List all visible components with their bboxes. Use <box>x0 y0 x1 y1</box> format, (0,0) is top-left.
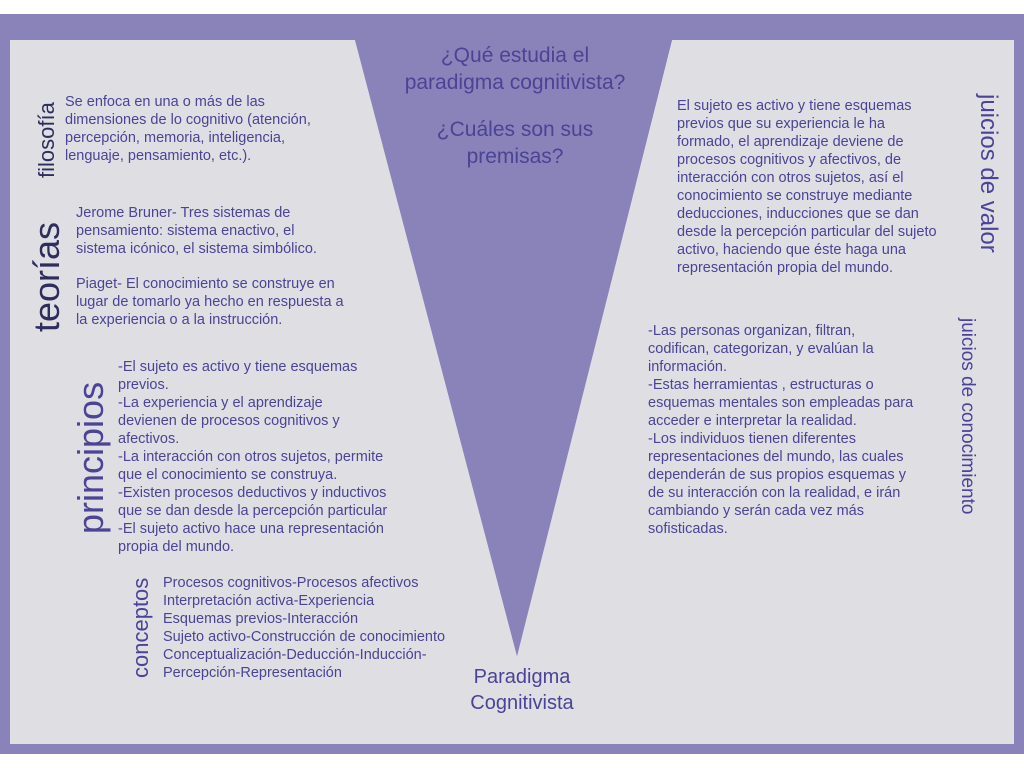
question-line-2: paradigma cognitivista? <box>404 71 626 94</box>
teoria-bruner: Jerome Bruner- Tres sistemas de pensamiento: sistema enactivo, el sistema icónico, el sistema simbólico. <box>76 205 317 257</box>
question-title <box>360 42 670 170</box>
filosofia-text: Se enfoca en una o más de las dimensiones de lo cognitivo (atención, percepción, memoria, inteligencia, lenguaje, pensamiento, etc.). <box>65 94 311 164</box>
juicios-valor-text: El sujeto es activo y tiene esquemas previos que su experiencia le ha formado, el aprendizaje deviene de procesos cognitivos y afectivos, de interacción con otros sujetos, así el conocimiento se construye mediante deducciones, inducciones que se dan desde la percepción particular del sujeto activo, haciendo que éste haga una representación propia del mundo. <box>677 98 937 276</box>
juicios-conocimiento-text: -Las personas organizan, filtran, codifican, categorizan, y evalúan la información. -Estas herramientas , estructuras o esquemas mentales son empleadas para acceder e interpretar la realidad. -Los individuos tienen diferentes representaciones del mundo, las cuales dependerán de sus propios esquemas y de su interacción con la realidad, e irán cambiando y serán cada vez más sofisticadas. <box>648 323 914 537</box>
filosofia-label: filosofía <box>34 102 59 178</box>
principios-label: principios <box>70 381 111 534</box>
conceptos-label: conceptos <box>128 577 153 678</box>
question-line-4: premisas? <box>466 145 564 168</box>
juicios-conocimiento-label: juicios de conocimiento <box>957 318 978 515</box>
juicios-valor-label: juicios de valor <box>975 94 1002 253</box>
teorias-label: teorías <box>26 221 67 332</box>
paradigm-line-1: Paradigma <box>473 666 571 688</box>
principios-text: -El sujeto es activo y tiene esquemas previos. -La experiencia y el aprendizaje devienen de procesos cognitivos y afectivos. -La interacción con otros sujetos, permite que el conocimiento se construya. -Existen procesos deductivos y inductivos que se dan desde la percepción particular -El sujeto activo hace una representación propia del mundo. <box>118 359 388 555</box>
teoria-piaget: Piaget- El conocimiento se construye en lugar de tomarlo ya hecho en respuesta a la experiencia o a la instrucción. <box>76 276 344 328</box>
question-line-1: ¿Qué estudia el <box>440 44 590 67</box>
question-line-3: ¿Cuáles son sus <box>436 118 594 141</box>
paradigm-line-2: Cognitivista <box>470 692 574 714</box>
conceptos-text: Procesos cognitivos-Procesos afectivos Interpretación activa-Experiencia Esquemas previos-Interacción Sujeto activo-Construcción de conocimiento Conceptualización-Deducción-Inducción- Percepción-Representación <box>163 575 446 681</box>
